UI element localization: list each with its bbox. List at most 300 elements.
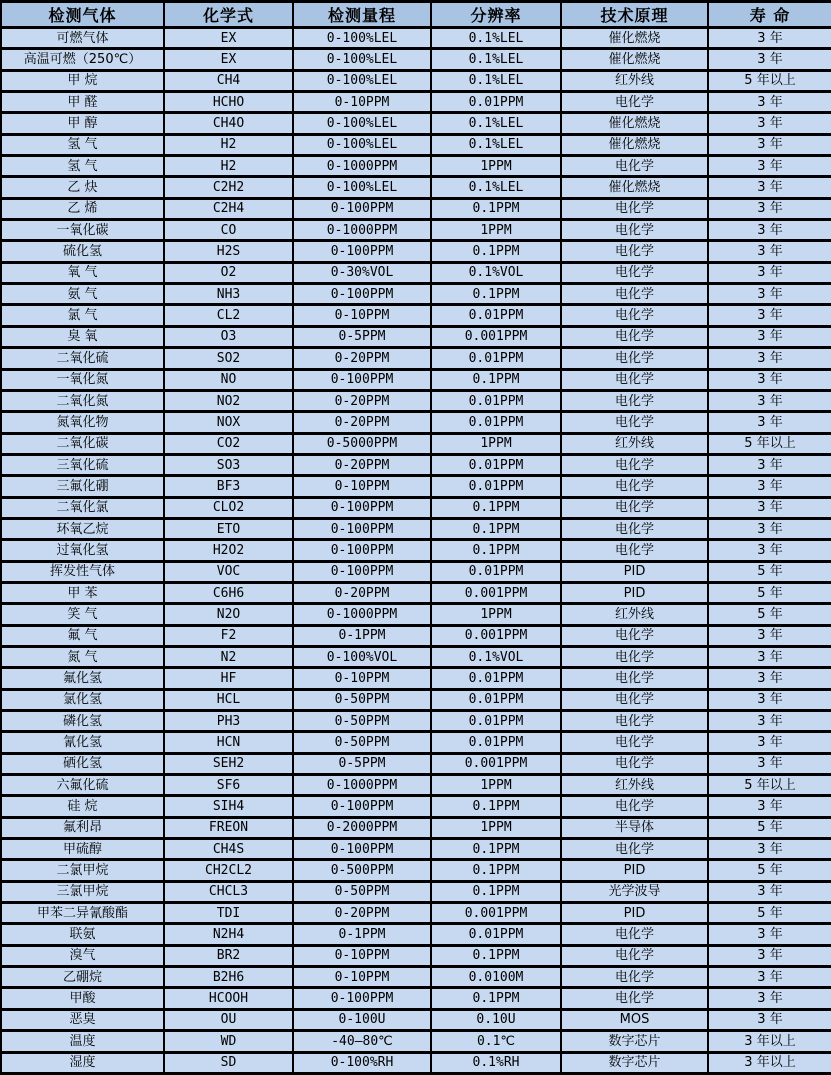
cell-detection-range: 0-1000PPM — [293, 604, 431, 625]
cell-detection-range: 0-5PPM — [293, 326, 431, 347]
cell-technology-principle: 电化学 — [561, 220, 708, 241]
cell-chemical-formula: CO2 — [164, 433, 293, 454]
cell-lifespan: 3 年 — [708, 305, 831, 326]
table-row — [1, 241, 831, 262]
cell-chemical-formula: EX — [164, 49, 293, 70]
table-row — [1, 49, 831, 70]
cell-detection-range: 0-50PPM — [293, 711, 431, 732]
cell-resolution: 0.001PPM — [431, 903, 561, 924]
cell-chemical-formula: SO3 — [164, 454, 293, 475]
cell-detection-range: 0-100U — [293, 1009, 431, 1030]
cell-detection-range: 0-100%LEL — [293, 70, 431, 91]
cell-technology-principle: 电化学 — [561, 262, 708, 283]
cell-detection-range: 0-100PPM — [293, 369, 431, 390]
cell-chemical-formula: CL2 — [164, 305, 293, 326]
cell-detection-range: 0-100PPM — [293, 497, 431, 518]
cell-gas-name: 氧 气 — [1, 262, 164, 283]
cell-lifespan: 3 年 — [708, 49, 831, 70]
cell-chemical-formula: FREON — [164, 817, 293, 838]
cell-technology-principle: 电化学 — [561, 753, 708, 774]
cell-technology-principle: 电化学 — [561, 839, 708, 860]
cell-lifespan: 5 年 — [708, 582, 831, 603]
cell-gas-name: 氟化氢 — [1, 668, 164, 689]
cell-resolution: 0.01PPM — [431, 305, 561, 326]
cell-technology-principle: 红外线 — [561, 604, 708, 625]
cell-technology-principle: 电化学 — [561, 988, 708, 1009]
cell-resolution: 0.1PPM — [431, 839, 561, 860]
cell-resolution: 0.1PPM — [431, 518, 561, 539]
table-row — [1, 817, 831, 838]
cell-detection-range: 0-20PPM — [293, 348, 431, 369]
cell-resolution: 0.001PPM — [431, 582, 561, 603]
cell-resolution: 0.1%LEL — [431, 177, 561, 198]
cell-chemical-formula: O3 — [164, 326, 293, 347]
table-row — [1, 860, 831, 881]
cell-chemical-formula: C2H2 — [164, 177, 293, 198]
cell-detection-range: 0-100%LEL — [293, 134, 431, 155]
cell-lifespan: 3 年 — [708, 711, 831, 732]
cell-chemical-formula: HCN — [164, 732, 293, 753]
cell-gas-name: 高温可燃（250℃） — [1, 49, 164, 70]
table-row — [1, 668, 831, 689]
cell-gas-name: 湿度 — [1, 1052, 164, 1074]
cell-resolution: 0.01PPM — [431, 732, 561, 753]
table-row — [1, 604, 831, 625]
cell-technology-principle: MOS — [561, 1009, 708, 1030]
cell-detection-range: 0-100%RH — [293, 1052, 431, 1074]
table-header — [1, 2, 831, 28]
cell-chemical-formula: BF3 — [164, 476, 293, 497]
cell-chemical-formula: CHCL3 — [164, 881, 293, 902]
cell-technology-principle: 电化学 — [561, 668, 708, 689]
table-row — [1, 198, 831, 219]
cell-lifespan: 3 年以上 — [708, 1052, 831, 1074]
cell-detection-range: 0-100PPM — [293, 540, 431, 561]
cell-technology-principle: 电化学 — [561, 412, 708, 433]
cell-technology-principle: 催化燃烧 — [561, 28, 708, 49]
cell-resolution: 0.1%LEL — [431, 49, 561, 70]
cell-lifespan: 3 年 — [708, 689, 831, 710]
cell-technology-principle: 电化学 — [561, 390, 708, 411]
table-row — [1, 70, 831, 91]
cell-gas-name: 氰化氢 — [1, 732, 164, 753]
cell-chemical-formula: H2O2 — [164, 540, 293, 561]
cell-resolution: 0.01PPM — [431, 348, 561, 369]
table-row — [1, 646, 831, 667]
cell-lifespan: 5 年 — [708, 860, 831, 881]
cell-lifespan: 3 年 — [708, 156, 831, 177]
header-row — [1, 2, 831, 28]
cell-chemical-formula: CH2CL2 — [164, 860, 293, 881]
cell-detection-range: 0-1000PPM — [293, 156, 431, 177]
cell-gas-name: 笑 气 — [1, 604, 164, 625]
table-row — [1, 967, 831, 988]
cell-detection-range: 0-100PPM — [293, 561, 431, 582]
cell-chemical-formula: EX — [164, 28, 293, 49]
cell-resolution: 0.1PPM — [431, 369, 561, 390]
cell-gas-name: 氯化氢 — [1, 689, 164, 710]
cell-technology-principle: PID — [561, 903, 708, 924]
cell-chemical-formula: C6H6 — [164, 582, 293, 603]
cell-gas-name: 溴气 — [1, 945, 164, 966]
cell-chemical-formula: CH4S — [164, 839, 293, 860]
cell-gas-name: 二氧化氮 — [1, 390, 164, 411]
cell-detection-range: 0-100PPM — [293, 988, 431, 1009]
header-lifespan: 寿 命 — [708, 2, 831, 28]
cell-technology-principle: 电化学 — [561, 284, 708, 305]
cell-chemical-formula: HCOOH — [164, 988, 293, 1009]
cell-technology-principle: 催化燃烧 — [561, 177, 708, 198]
cell-lifespan: 3 年 — [708, 476, 831, 497]
table-row — [1, 689, 831, 710]
cell-lifespan: 3 年 — [708, 348, 831, 369]
cell-resolution: 0.1PPM — [431, 860, 561, 881]
cell-detection-range: 0-100PPM — [293, 241, 431, 262]
cell-detection-range: 0-10PPM — [293, 305, 431, 326]
cell-technology-principle: 数字芯片 — [561, 1052, 708, 1074]
cell-gas-name: 氢 气 — [1, 134, 164, 155]
cell-lifespan: 5 年 — [708, 903, 831, 924]
table-row — [1, 625, 831, 646]
cell-resolution: 0.01PPM — [431, 711, 561, 732]
cell-gas-name: 甲苯二异氰酸酯 — [1, 903, 164, 924]
cell-gas-name: 一氧化碳 — [1, 220, 164, 241]
cell-resolution: 0.0100M — [431, 967, 561, 988]
cell-resolution: 0.001PPM — [431, 753, 561, 774]
cell-detection-range: -40—80℃ — [293, 1031, 431, 1052]
cell-lifespan: 3 年 — [708, 924, 831, 945]
table-row — [1, 390, 831, 411]
cell-lifespan: 3 年 — [708, 220, 831, 241]
cell-gas-name: 二氧化氯 — [1, 497, 164, 518]
cell-chemical-formula: H2 — [164, 134, 293, 155]
cell-resolution: 1PPM — [431, 817, 561, 838]
cell-resolution: 0.01PPM — [431, 476, 561, 497]
cell-chemical-formula: SIH4 — [164, 796, 293, 817]
cell-resolution: 0.10U — [431, 1009, 561, 1030]
cell-lifespan: 3 年 — [708, 988, 831, 1009]
cell-chemical-formula: SD — [164, 1052, 293, 1074]
cell-detection-range: 0-100%VOL — [293, 646, 431, 667]
cell-chemical-formula: N2 — [164, 646, 293, 667]
cell-resolution: 0.01PPM — [431, 561, 561, 582]
table-row — [1, 1031, 831, 1052]
cell-gas-name: 一氧化氮 — [1, 369, 164, 390]
cell-detection-range: 0-1000PPM — [293, 220, 431, 241]
table-row — [1, 1009, 831, 1030]
table-row — [1, 945, 831, 966]
table-row — [1, 561, 831, 582]
cell-chemical-formula: NO — [164, 369, 293, 390]
cell-chemical-formula: BR2 — [164, 945, 293, 966]
cell-detection-range: 0-20PPM — [293, 412, 431, 433]
cell-gas-name: 二氯甲烷 — [1, 860, 164, 881]
cell-technology-principle: 红外线 — [561, 70, 708, 91]
cell-detection-range: 0-50PPM — [293, 732, 431, 753]
table-row — [1, 924, 831, 945]
cell-resolution: 0.1PPM — [431, 284, 561, 305]
cell-gas-name: 可燃气体 — [1, 28, 164, 49]
cell-gas-name: 乙 烯 — [1, 198, 164, 219]
cell-chemical-formula: HF — [164, 668, 293, 689]
header-detection-range: 检测量程 — [293, 2, 431, 28]
cell-resolution: 1PPM — [431, 156, 561, 177]
cell-chemical-formula: N2H4 — [164, 924, 293, 945]
cell-gas-name: 联氨 — [1, 924, 164, 945]
cell-gas-name: 硅 烷 — [1, 796, 164, 817]
cell-resolution: 0.1PPM — [431, 988, 561, 1009]
cell-resolution: 0.001PPM — [431, 625, 561, 646]
table-row — [1, 326, 831, 347]
cell-lifespan: 5 年 — [708, 561, 831, 582]
cell-technology-principle: 电化学 — [561, 156, 708, 177]
cell-lifespan: 3 年 — [708, 668, 831, 689]
cell-chemical-formula: H2 — [164, 156, 293, 177]
table-row — [1, 476, 831, 497]
cell-detection-range: 0-100PPM — [293, 796, 431, 817]
table-row — [1, 732, 831, 753]
cell-technology-principle: 电化学 — [561, 924, 708, 945]
cell-lifespan: 3 年 — [708, 326, 831, 347]
cell-chemical-formula: NH3 — [164, 284, 293, 305]
cell-detection-range: 0-5PPM — [293, 753, 431, 774]
table-row — [1, 156, 831, 177]
cell-resolution: 0.1%LEL — [431, 113, 561, 134]
cell-technology-principle: 催化燃烧 — [561, 134, 708, 155]
cell-resolution: 0.1PPM — [431, 497, 561, 518]
cell-resolution: 1PPM — [431, 220, 561, 241]
cell-technology-principle: 电化学 — [561, 967, 708, 988]
cell-chemical-formula: HCL — [164, 689, 293, 710]
cell-gas-name: 二氧化硫 — [1, 348, 164, 369]
cell-resolution: 1PPM — [431, 604, 561, 625]
header-gas-name: 检测气体 — [1, 2, 164, 28]
cell-resolution: 0.1℃ — [431, 1031, 561, 1052]
cell-technology-principle: 电化学 — [561, 241, 708, 262]
cell-technology-principle: 催化燃烧 — [561, 113, 708, 134]
cell-chemical-formula: C2H4 — [164, 198, 293, 219]
cell-resolution: 1PPM — [431, 775, 561, 796]
cell-chemical-formula: SEH2 — [164, 753, 293, 774]
table-row — [1, 92, 831, 113]
cell-technology-principle: 电化学 — [561, 369, 708, 390]
cell-gas-name: 氯 气 — [1, 305, 164, 326]
table-row — [1, 134, 831, 155]
cell-resolution: 0.01PPM — [431, 668, 561, 689]
cell-detection-range: 0-20PPM — [293, 454, 431, 475]
table-row — [1, 433, 831, 454]
table-row — [1, 540, 831, 561]
cell-technology-principle: 电化学 — [561, 326, 708, 347]
cell-gas-name: 三氯甲烷 — [1, 881, 164, 902]
table-row — [1, 177, 831, 198]
cell-chemical-formula: CH4O — [164, 113, 293, 134]
cell-technology-principle: 半导体 — [561, 817, 708, 838]
cell-detection-range: 0-30%VOL — [293, 262, 431, 283]
cell-lifespan: 3 年 — [708, 134, 831, 155]
cell-technology-principle: 电化学 — [561, 646, 708, 667]
cell-gas-name: 甲 烷 — [1, 70, 164, 91]
cell-gas-name: 乙硼烷 — [1, 967, 164, 988]
cell-resolution: 1PPM — [431, 433, 561, 454]
cell-gas-name: 甲 醇 — [1, 113, 164, 134]
cell-gas-name: 臭 氧 — [1, 326, 164, 347]
cell-gas-name: 氢 气 — [1, 156, 164, 177]
cell-lifespan: 3 年 — [708, 262, 831, 283]
cell-resolution: 0.1PPM — [431, 945, 561, 966]
cell-gas-name: 二氧化碳 — [1, 433, 164, 454]
cell-technology-principle: 电化学 — [561, 689, 708, 710]
cell-technology-principle: 电化学 — [561, 198, 708, 219]
cell-lifespan: 3 年 — [708, 753, 831, 774]
cell-gas-name: 氟 气 — [1, 625, 164, 646]
table-row — [1, 497, 831, 518]
cell-detection-range: 0-100%LEL — [293, 113, 431, 134]
table-row — [1, 220, 831, 241]
cell-detection-range: 0-100%LEL — [293, 28, 431, 49]
cell-chemical-formula: N2O — [164, 604, 293, 625]
cell-technology-principle: 红外线 — [561, 775, 708, 796]
cell-technology-principle: 电化学 — [561, 348, 708, 369]
table-row — [1, 988, 831, 1009]
cell-technology-principle: 电化学 — [561, 476, 708, 497]
cell-chemical-formula: O2 — [164, 262, 293, 283]
table-body — [1, 28, 831, 1074]
cell-technology-principle: 电化学 — [561, 796, 708, 817]
table-row — [1, 262, 831, 283]
cell-lifespan: 3 年 — [708, 113, 831, 134]
table-row — [1, 711, 831, 732]
cell-detection-range: 0-100%LEL — [293, 49, 431, 70]
cell-lifespan: 3 年 — [708, 518, 831, 539]
cell-resolution: 0.001PPM — [431, 326, 561, 347]
cell-detection-range: 0-1PPM — [293, 924, 431, 945]
cell-chemical-formula: CLO2 — [164, 497, 293, 518]
cell-chemical-formula: TDI — [164, 903, 293, 924]
cell-resolution: 0.01PPM — [431, 454, 561, 475]
cell-resolution: 0.1%LEL — [431, 70, 561, 91]
cell-resolution: 0.1%RH — [431, 1052, 561, 1074]
header-technology-principle: 技术原理 — [561, 2, 708, 28]
cell-lifespan: 3 年 — [708, 92, 831, 113]
cell-gas-name: 甲 苯 — [1, 582, 164, 603]
cell-detection-range: 0-100PPM — [293, 518, 431, 539]
cell-lifespan: 3 年 — [708, 646, 831, 667]
cell-gas-name: 磷化氢 — [1, 711, 164, 732]
table-row — [1, 412, 831, 433]
table-row — [1, 28, 831, 49]
cell-technology-principle: 红外线 — [561, 433, 708, 454]
cell-chemical-formula: SF6 — [164, 775, 293, 796]
cell-gas-name: 三氧化硫 — [1, 454, 164, 475]
cell-detection-range: 0-50PPM — [293, 689, 431, 710]
cell-technology-principle: 电化学 — [561, 92, 708, 113]
cell-chemical-formula: CH4 — [164, 70, 293, 91]
cell-detection-range: 0-1PPM — [293, 625, 431, 646]
cell-chemical-formula: NOX — [164, 412, 293, 433]
cell-lifespan: 3 年 — [708, 241, 831, 262]
cell-chemical-formula: SO2 — [164, 348, 293, 369]
cell-lifespan: 3 年 — [708, 284, 831, 305]
cell-technology-principle: 光学波导 — [561, 881, 708, 902]
cell-lifespan: 3 年 — [708, 839, 831, 860]
cell-lifespan: 3 年 — [708, 945, 831, 966]
cell-chemical-formula: H2S — [164, 241, 293, 262]
cell-resolution: 0.01PPM — [431, 390, 561, 411]
cell-gas-name: 甲硫醇 — [1, 839, 164, 860]
cell-gas-name: 氟利昂 — [1, 817, 164, 838]
cell-lifespan: 3 年 — [708, 732, 831, 753]
cell-chemical-formula: OU — [164, 1009, 293, 1030]
cell-gas-name: 氨 气 — [1, 284, 164, 305]
cell-lifespan: 3 年 — [708, 412, 831, 433]
cell-detection-range: 0-10PPM — [293, 668, 431, 689]
cell-chemical-formula: WD — [164, 1031, 293, 1052]
table-row — [1, 1052, 831, 1074]
cell-resolution: 0.01PPM — [431, 412, 561, 433]
cell-chemical-formula: VOC — [164, 561, 293, 582]
cell-technology-principle: 电化学 — [561, 305, 708, 326]
cell-chemical-formula: F2 — [164, 625, 293, 646]
table-row — [1, 518, 831, 539]
cell-gas-name: 三氟化硼 — [1, 476, 164, 497]
cell-gas-name: 乙 炔 — [1, 177, 164, 198]
table-row — [1, 284, 831, 305]
table-row — [1, 903, 831, 924]
table-row — [1, 775, 831, 796]
cell-gas-name: 恶臭 — [1, 1009, 164, 1030]
cell-lifespan: 5 年以上 — [708, 775, 831, 796]
cell-lifespan: 3 年 — [708, 1009, 831, 1030]
cell-gas-name: 温度 — [1, 1031, 164, 1052]
cell-resolution: 0.1%LEL — [431, 134, 561, 155]
table-row — [1, 582, 831, 603]
cell-technology-principle: 催化燃烧 — [561, 49, 708, 70]
table-row — [1, 796, 831, 817]
cell-resolution: 0.1PPM — [431, 241, 561, 262]
cell-technology-principle: 电化学 — [561, 518, 708, 539]
cell-lifespan: 5 年 — [708, 817, 831, 838]
cell-detection-range: 0-20PPM — [293, 582, 431, 603]
cell-technology-principle: PID — [561, 860, 708, 881]
cell-lifespan: 3 年 — [708, 369, 831, 390]
cell-lifespan: 3 年 — [708, 390, 831, 411]
cell-detection-range: 0-10PPM — [293, 476, 431, 497]
table-row — [1, 454, 831, 475]
cell-lifespan: 5 年以上 — [708, 70, 831, 91]
cell-resolution: 0.01PPM — [431, 92, 561, 113]
cell-gas-name: 挥发性气体 — [1, 561, 164, 582]
cell-resolution: 0.1%LEL — [431, 28, 561, 49]
cell-gas-name: 硫化氢 — [1, 241, 164, 262]
cell-technology-principle: 电化学 — [561, 732, 708, 753]
cell-technology-principle: 电化学 — [561, 497, 708, 518]
cell-resolution: 0.1PPM — [431, 198, 561, 219]
table-row — [1, 881, 831, 902]
cell-chemical-formula: PH3 — [164, 711, 293, 732]
cell-detection-range: 0-10PPM — [293, 92, 431, 113]
cell-lifespan: 3 年 — [708, 28, 831, 49]
cell-technology-principle: 电化学 — [561, 454, 708, 475]
cell-lifespan: 3 年 — [708, 967, 831, 988]
cell-chemical-formula: B2H6 — [164, 967, 293, 988]
cell-detection-range: 0-2000PPM — [293, 817, 431, 838]
table-row — [1, 839, 831, 860]
cell-technology-principle: 电化学 — [561, 625, 708, 646]
cell-technology-principle: 数字芯片 — [561, 1031, 708, 1052]
table-row — [1, 753, 831, 774]
table-row — [1, 305, 831, 326]
